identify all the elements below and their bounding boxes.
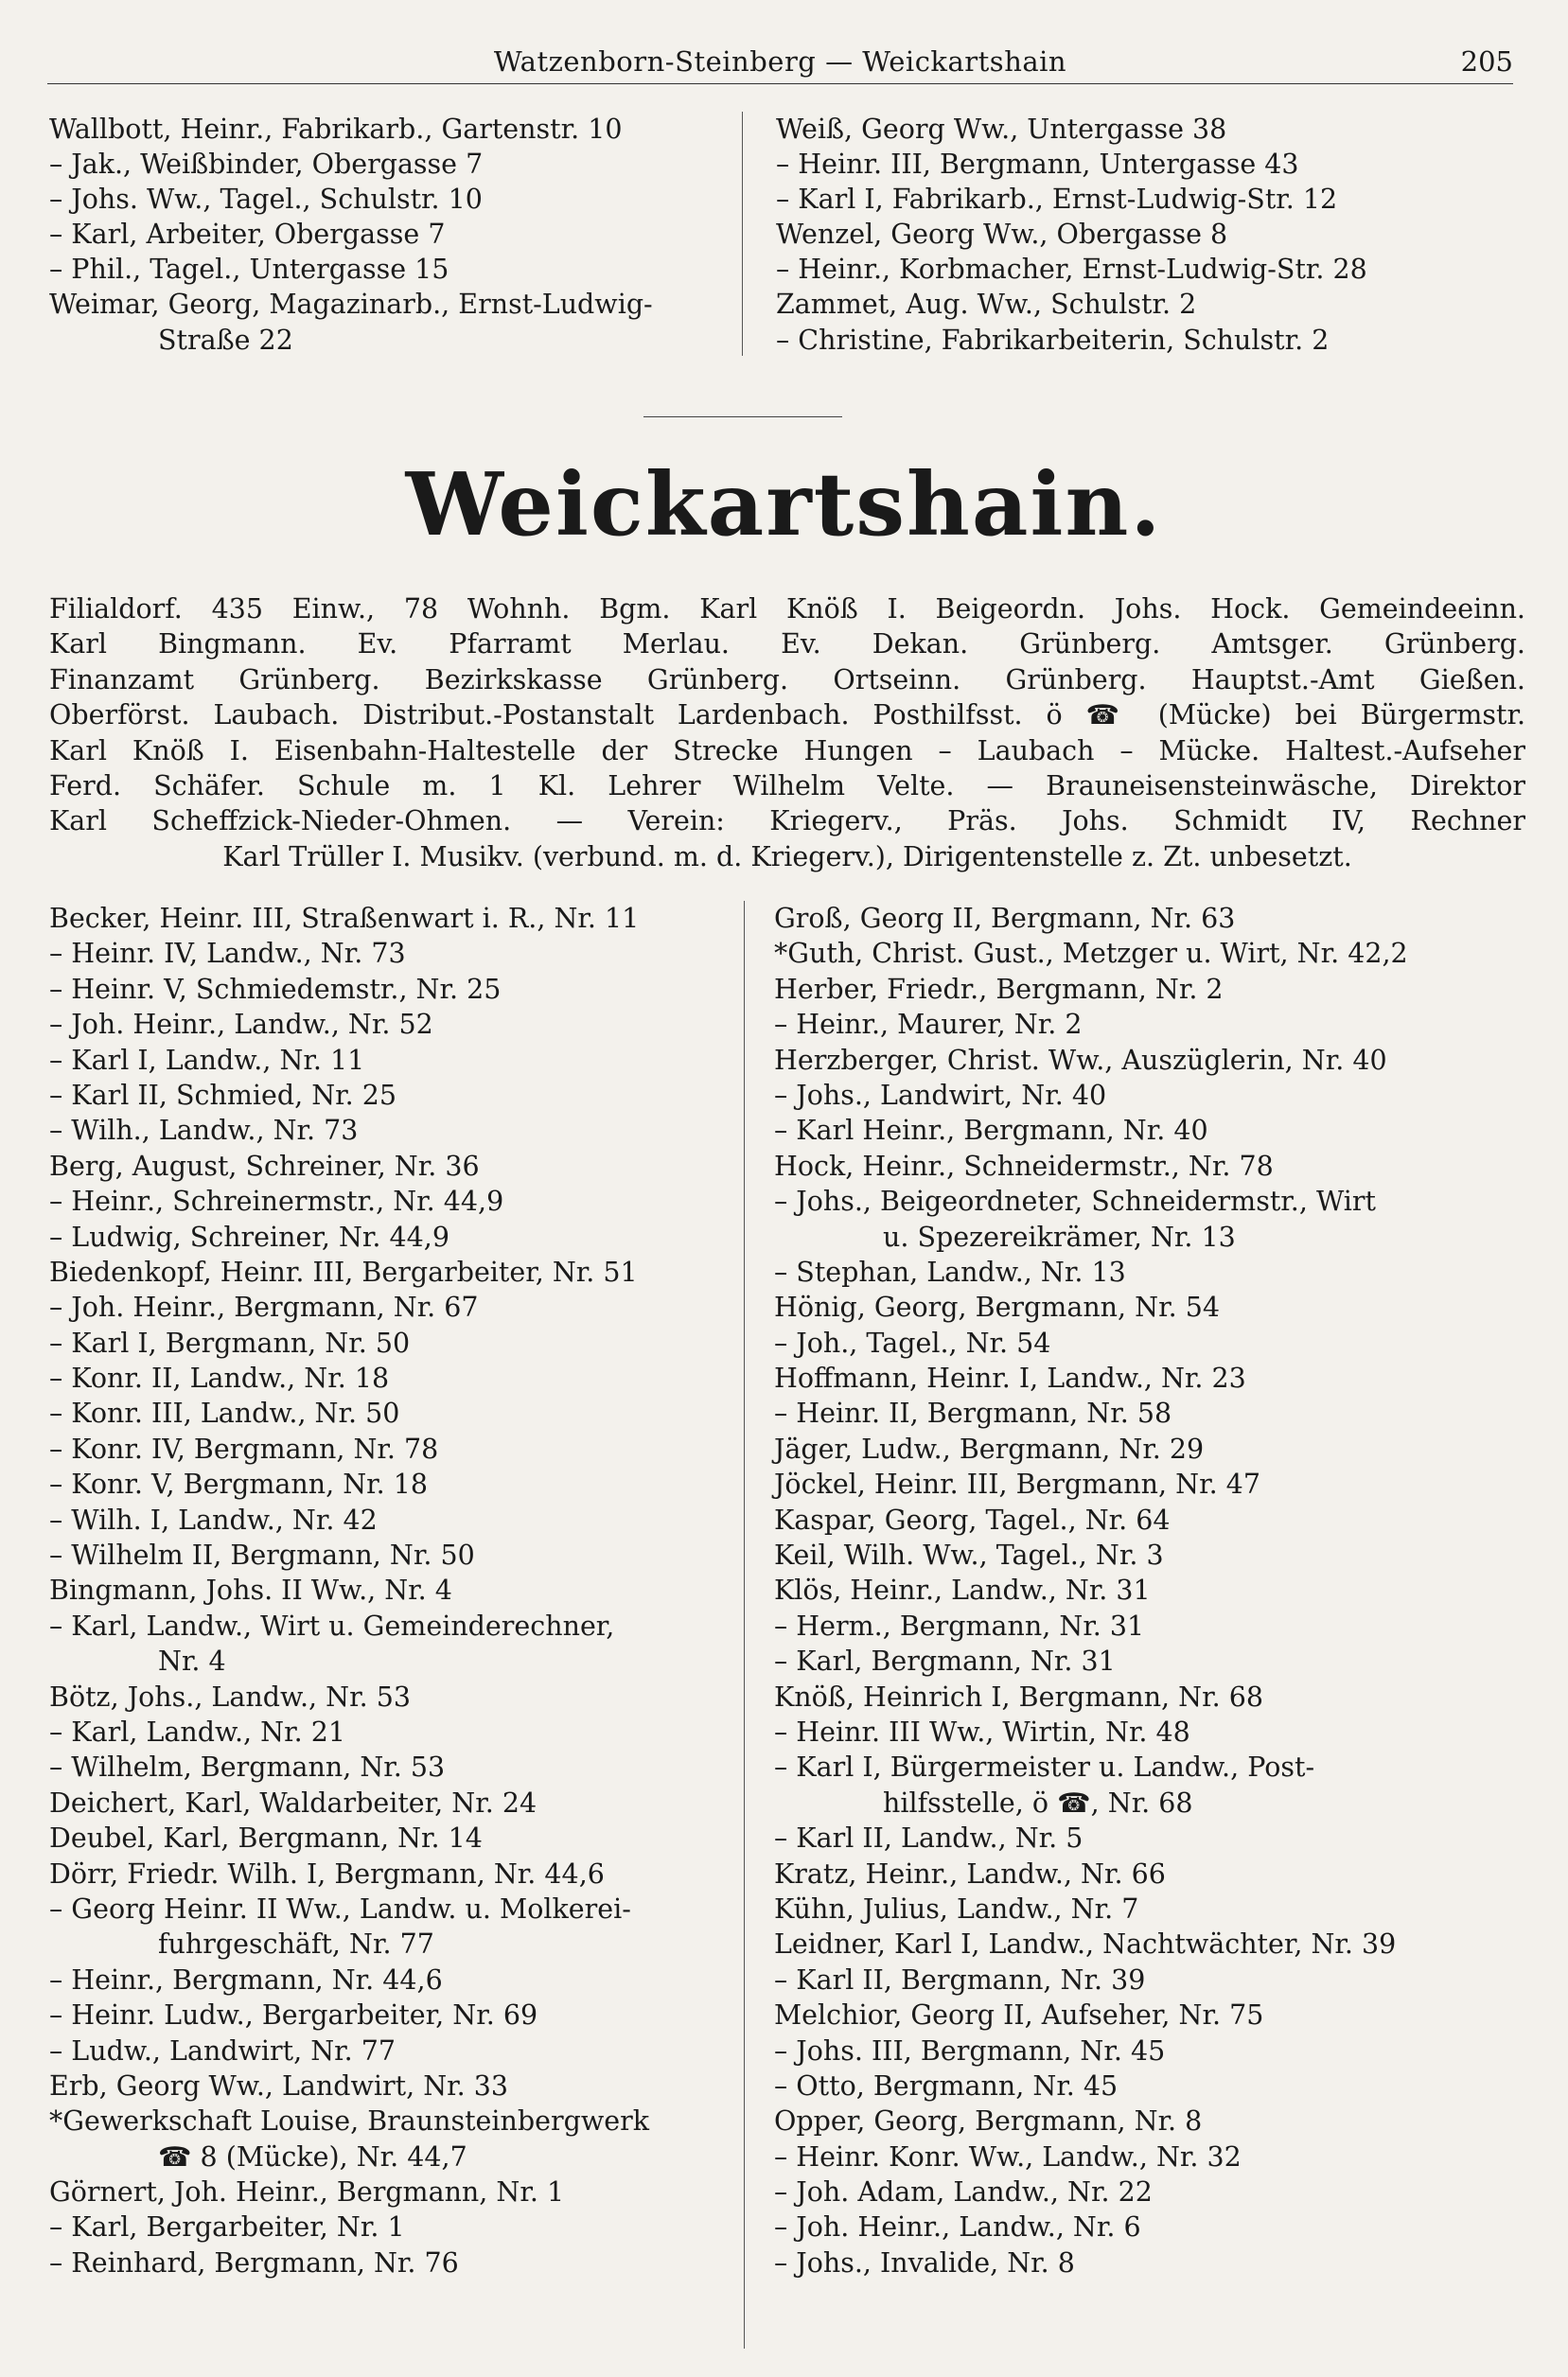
- entry-line: Jäger, Ludw., Bergmann, Nr. 29: [774, 1433, 1205, 1465]
- entry-line: – Stephan, Landw., Nr. 13: [774, 1256, 1126, 1288]
- entry-line: – Karl Heinr., Bergmann, Nr. 40: [774, 1115, 1208, 1147]
- entry-line: – Karl I, Bürgermeister u. Landw., Post-: [774, 1752, 1315, 1784]
- entry-line: – Joh., Tagel., Nr. 54: [774, 1327, 1051, 1359]
- intro-line: Karl Bingmann. Ev. Pfarramt Merlau. Ev. Dekan. Grünberg. Amtsger. Grünberg.: [49, 628, 1525, 660]
- intro-line: Karl Scheffzick-Nieder-Ohmen. — Verein: Kriegerv., Präs. Johs. Schmidt IV, Rechner: [49, 805, 1525, 837]
- entry-line: Klös, Heinr., Landw., Nr. 31: [774, 1575, 1151, 1607]
- entry-line: – Johs., Invalide, Nr. 8: [774, 2246, 1075, 2279]
- entry-line: Kratz, Heinr., Landw., Nr. 66: [774, 1858, 1166, 1890]
- entry-line: Herber, Friedr., Bergmann, Nr. 2: [774, 973, 1224, 1005]
- entry-line: – Wilh. I, Landw., Nr. 42: [49, 1504, 378, 1536]
- entry-line: – Wilh., Landw., Nr. 73: [49, 1115, 359, 1147]
- entry-line: Opper, Georg, Bergmann, Nr. 8: [774, 2105, 1203, 2138]
- entry-line: – Phil., Tagel., Untergasse 15: [49, 254, 449, 286]
- intro-line: Finanzamt Grünberg. Bezirkskasse Grünberg. Ortseinn. Grünberg. Hauptst.-Amt Gießen.: [49, 663, 1525, 695]
- entry-line: – Karl, Bergarbeiter, Nr. 1: [49, 2211, 405, 2244]
- entry-line: – Joh. Adam, Landw., Nr. 22: [774, 2176, 1153, 2209]
- entry-line: – Heinr. III Ww., Wirtin, Nr. 48: [774, 1716, 1190, 1748]
- entry-line: Hönig, Georg, Bergmann, Nr. 54: [774, 1292, 1220, 1324]
- place-description: [49, 591, 1525, 874]
- entry-line: – Jak., Weißbinder, Obergasse 7: [49, 149, 484, 181]
- top-left-column: [49, 112, 731, 358]
- entry-line: Hoffmann, Heinr. I, Landw., Nr. 23: [774, 1363, 1246, 1395]
- entry-line: Dörr, Friedr. Wilh. I, Bergmann, Nr. 44,6: [49, 1858, 605, 1890]
- entry-line: – Karl, Landw., Nr. 21: [49, 1716, 345, 1748]
- entry-line: – Karl II, Landw., Nr. 5: [774, 1822, 1084, 1855]
- entry-continuation: ☎ 8 (Mücke), Nr. 44,7: [158, 2140, 467, 2173]
- entry-line: – Ludwig, Schreiner, Nr. 44,9: [49, 1221, 449, 1253]
- entry-line: Knöß, Heinrich I, Bergmann, Nr. 68: [774, 1681, 1263, 1713]
- entry-line: Erb, Georg Ww., Landwirt, Nr. 33: [49, 2069, 509, 2102]
- entry-line: – Heinr. Konr. Ww., Landw., Nr. 32: [774, 2140, 1242, 2173]
- entry-line: – Joh. Heinr., Landw., Nr. 6: [774, 2211, 1141, 2244]
- entry-line: – Joh. Heinr., Landw., Nr. 52: [49, 1009, 433, 1041]
- page-number: 205: [1460, 45, 1513, 78]
- entry-line: Melchior, Georg II, Aufseher, Nr. 75: [774, 1999, 1264, 2032]
- intro-line: Ferd. Schäfer. Schule m. 1 Kl. Lehrer Wilhelm Velte. — Brauneisensteinwäsche, Direktor: [49, 769, 1525, 801]
- intro-line: Karl Trüller I. Musikv. (verbund. m. d. Kriegerv.), Dirigentenstelle z. Zt. unbesetzt.: [222, 840, 1352, 872]
- entry-line: – Herm., Bergmann, Nr. 31: [774, 1610, 1145, 1642]
- entry-line: *Gewerkschaft Louise, Braunsteinbergwerk: [49, 2105, 650, 2138]
- running-head: [47, 45, 1513, 87]
- entry-line: Berg, August, Schreiner, Nr. 36: [49, 1150, 480, 1182]
- entry-line: – Heinr. V, Schmiedemstr., Nr. 25: [49, 973, 502, 1005]
- entry-line: – Heinr. IV, Landw., Nr. 73: [49, 938, 406, 970]
- entry-continuation: fuhrgeschäft, Nr. 77: [158, 1928, 434, 1961]
- entry-line: Kaspar, Georg, Tagel., Nr. 64: [774, 1504, 1171, 1536]
- entry-line: Keil, Wilh. Ww., Tagel., Nr. 3: [774, 1540, 1164, 1572]
- section-rule: [643, 416, 842, 417]
- entry-line: – Heinr. III, Bergmann, Untergasse 43: [776, 149, 1299, 181]
- entry-line: Wallbott, Heinr., Fabrikarb., Gartenstr. 10: [49, 114, 623, 145]
- entry-line: – Heinr., Korbmacher, Ernst-Ludwig-Str. 28: [776, 254, 1367, 286]
- entry-line: – Ludw., Landwirt, Nr. 77: [49, 2034, 396, 2067]
- entry-line: Bingmann, Johs. II Ww., Nr. 4: [49, 1575, 452, 1607]
- entry-line: – Christine, Fabrikarbeiterin, Schulstr. 2: [776, 324, 1330, 356]
- entry-line: Weiß, Georg Ww., Untergasse 38: [776, 114, 1227, 145]
- entry-line: – Karl I, Fabrikarb., Ernst-Ludwig-Str. 12: [776, 184, 1338, 216]
- entry-line: – Karl, Arbeiter, Obergasse 7: [49, 219, 446, 251]
- entry-line: Deubel, Karl, Bergmann, Nr. 14: [49, 1822, 483, 1855]
- entry-continuation: Straße 22: [158, 324, 293, 356]
- entry-line: Groß, Georg II, Bergmann, Nr. 63: [774, 903, 1236, 934]
- entry-line: Weimar, Georg, Magazinarb., Ernst-Ludwig-: [49, 289, 653, 321]
- entry-line: Bötz, Johs., Landw., Nr. 53: [49, 1681, 411, 1713]
- top-right-column: [776, 112, 1524, 358]
- entry-line: – Wilhelm II, Bergmann, Nr. 50: [49, 1540, 475, 1572]
- column-divider: [742, 112, 743, 356]
- intro-line: Karl Knöß I. Eisenbahn-Haltestelle der Strecke Hungen – Laubach – Mücke. Haltest.-Aufseher: [49, 734, 1525, 766]
- entry-line: – Wilhelm, Bergmann, Nr. 53: [49, 1752, 446, 1784]
- column-divider: [744, 901, 745, 2349]
- entry-line: *Guth, Christ. Gust., Metzger u. Wirt, Nr. 42,2: [774, 938, 1408, 970]
- entry-line: – Joh. Heinr., Bergmann, Nr. 67: [49, 1292, 479, 1324]
- entry-line: – Heinr. Ludw., Bergarbeiter, Nr. 69: [49, 1999, 538, 2032]
- entry-continuation: Nr. 4: [158, 1646, 226, 1678]
- entry-line: – Georg Heinr. II Ww., Landw. u. Molkerei-: [49, 1893, 631, 1925]
- entry-line: – Karl II, Bergmann, Nr. 39: [774, 1963, 1146, 1996]
- entry-line: – Johs., Beigeordneter, Schneidermstr., Wirt: [774, 1186, 1376, 1218]
- entry-line: – Heinr., Bergmann, Nr. 44,6: [49, 1963, 443, 1996]
- entry-line: – Johs. III, Bergmann, Nr. 45: [774, 2034, 1166, 2067]
- header-rule: [47, 83, 1513, 84]
- entry-line: – Johs., Landwirt, Nr. 40: [774, 1079, 1107, 1111]
- entry-line: Biedenkopf, Heinr. III, Bergarbeiter, Nr. 51: [49, 1256, 638, 1288]
- entry-line: Kühn, Julius, Landw., Nr. 7: [774, 1893, 1139, 1925]
- entry-line: – Konr. V, Bergmann, Nr. 18: [49, 1469, 429, 1501]
- entry-line: – Karl I, Landw., Nr. 11: [49, 1044, 365, 1076]
- entry-line: Zammet, Aug. Ww., Schulstr. 2: [776, 289, 1197, 321]
- entry-line: – Karl I, Bergmann, Nr. 50: [49, 1327, 411, 1359]
- section-title: Weickartshain.: [405, 453, 1163, 555]
- intro-line: Oberförst. Laubach. Distribut.-Postanstalt Lardenbach. Posthilfsst. ö ☎ (Mücke) bei Bürgermstr.: [49, 699, 1525, 731]
- entry-line: – Karl, Landw., Wirt u. Gemeinderechner,: [49, 1610, 615, 1642]
- entry-line: – Karl II, Schmied, Nr. 25: [49, 1079, 397, 1111]
- entry-line: – Reinhard, Bergmann, Nr. 76: [49, 2246, 459, 2279]
- resident-list-right: [774, 901, 1531, 2280]
- entry-line: – Konr. IV, Bergmann, Nr. 78: [49, 1433, 439, 1465]
- entry-line: – Konr. III, Landw., Nr. 50: [49, 1398, 400, 1430]
- entry-line: Jöckel, Heinr. III, Bergmann, Nr. 47: [774, 1469, 1260, 1501]
- entry-line: – Konr. II, Landw., Nr. 18: [49, 1363, 390, 1395]
- running-title: Watzenborn-Steinberg — Weickartshain: [493, 45, 1067, 78]
- entry-line: – Heinr. II, Bergmann, Nr. 58: [774, 1398, 1172, 1430]
- entry-line: Leidner, Karl I, Landw., Nachtwächter, Nr. 39: [774, 1928, 1397, 1961]
- entry-line: Herzberger, Christ. Ww., Auszüglerin, Nr. 40: [774, 1044, 1387, 1076]
- entry-line: – Heinr., Schreinermstr., Nr. 44,9: [49, 1186, 504, 1218]
- entry-line: – Otto, Bergmann, Nr. 45: [774, 2069, 1119, 2102]
- entry-line: – Johs. Ww., Tagel., Schulstr. 10: [49, 184, 483, 216]
- entry-line: Deichert, Karl, Waldarbeiter, Nr. 24: [49, 1787, 537, 1819]
- resident-list-left: [49, 901, 731, 2280]
- entry-continuation: hilfsstelle, ö ☎, Nr. 68: [883, 1787, 1193, 1819]
- entry-line: Becker, Heinr. III, Straßenwart i. R., Nr. 11: [49, 903, 640, 934]
- entry-continuation: u. Spezereikrämer, Nr. 13: [883, 1221, 1236, 1253]
- entry-line: Görnert, Joh. Heinr., Bergmann, Nr. 1: [49, 2176, 565, 2209]
- entry-line: Hock, Heinr., Schneidermstr., Nr. 78: [774, 1150, 1274, 1182]
- intro-line: Filialdorf. 435 Einw., 78 Wohnh. Bgm. Karl Knöß I. Beigeordn. Johs. Hock. Gemeindeeinn.: [49, 593, 1525, 625]
- entry-line: Wenzel, Georg Ww., Obergasse 8: [776, 219, 1228, 251]
- entry-line: – Heinr., Maurer, Nr. 2: [774, 1009, 1083, 1041]
- entry-line: – Karl, Bergmann, Nr. 31: [774, 1646, 1116, 1678]
